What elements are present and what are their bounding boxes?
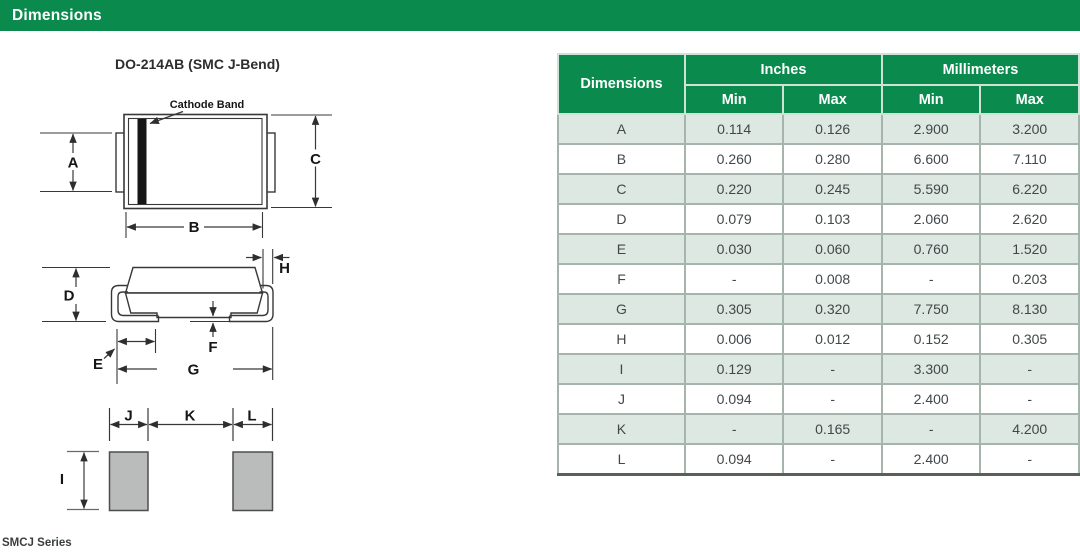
table-row xyxy=(558,204,1079,234)
dim-cell: L xyxy=(558,444,685,474)
in-min-cell: 0.030 xyxy=(685,234,783,264)
in-min-cell: - xyxy=(685,414,783,444)
table-row xyxy=(558,384,1079,414)
dim-label-c: C xyxy=(310,151,321,168)
mm-max-cell: - xyxy=(980,354,1079,384)
in-min-cell: 0.006 xyxy=(685,324,783,354)
mm-min-cell: 3.300 xyxy=(882,354,981,384)
table-row xyxy=(558,144,1079,174)
dim-cell: J xyxy=(558,384,685,414)
mm-max-cell: 6.220 xyxy=(980,174,1079,204)
side-body-top xyxy=(126,268,263,294)
mm-min-cell: 2.400 xyxy=(882,384,981,414)
header-inches-min: Min xyxy=(685,85,783,114)
side-body-lower xyxy=(126,293,263,318)
mm-min-cell: 5.590 xyxy=(882,174,981,204)
dim-label-h: H xyxy=(279,260,290,277)
cathode-band-mark xyxy=(138,119,147,204)
header-millimeters: Millimeters xyxy=(882,54,1079,85)
in-min-cell: 0.220 xyxy=(685,174,783,204)
mm-min-cell: 2.400 xyxy=(882,444,981,474)
dim-label-l: L xyxy=(247,407,257,425)
in-min-cell: - xyxy=(685,264,783,294)
in-max-cell: 0.280 xyxy=(783,144,881,174)
dim-cell: H xyxy=(558,324,685,354)
dimensions-table-container xyxy=(557,53,1080,476)
in-max-cell: 0.165 xyxy=(783,414,881,444)
table-row xyxy=(558,354,1079,384)
mm-min-cell: 7.750 xyxy=(882,294,981,324)
in-min-cell: 0.094 xyxy=(685,444,783,474)
dim-cell: D xyxy=(558,204,685,234)
dim-label-k: K xyxy=(184,407,196,425)
dim-label-g: G xyxy=(187,361,200,379)
table-row xyxy=(558,114,1079,144)
top-view-group xyxy=(40,112,332,239)
dim-label-i: I xyxy=(59,471,65,488)
cathode-band-label: Cathode Band xyxy=(169,99,245,111)
mm-max-cell: 4.200 xyxy=(980,414,1079,444)
in-max-cell: 0.245 xyxy=(783,174,881,204)
right-pad xyxy=(233,452,273,511)
table-row xyxy=(558,324,1079,354)
mm-min-cell: 6.600 xyxy=(882,144,981,174)
dim-label-j: J xyxy=(124,407,133,425)
figure-title: DO-214AB (SMC J-Bend) xyxy=(115,56,280,72)
in-min-cell: 0.305 xyxy=(685,294,783,324)
dim-cell: B xyxy=(558,144,685,174)
dim-cell: I xyxy=(558,354,685,384)
mm-max-cell: - xyxy=(980,384,1079,414)
table-row xyxy=(558,444,1079,474)
table-row xyxy=(558,234,1079,264)
section-title: Dimensions xyxy=(12,6,102,24)
dim-cell: F xyxy=(558,264,685,294)
in-min-cell: 0.260 xyxy=(685,144,783,174)
mm-min-cell: 2.900 xyxy=(882,114,981,144)
in-min-cell: 0.114 xyxy=(685,114,783,144)
in-max-cell: 0.103 xyxy=(783,204,881,234)
header-inches-max: Max xyxy=(783,85,881,114)
header-mm-min: Min xyxy=(882,85,981,114)
mm-max-cell: 1.520 xyxy=(980,234,1079,264)
land-pattern-group xyxy=(67,408,273,511)
in-max-cell: 0.008 xyxy=(783,264,881,294)
dim-cell: E xyxy=(558,234,685,264)
in-max-cell: 0.012 xyxy=(783,324,881,354)
table-row xyxy=(558,264,1079,294)
in-max-cell: 0.320 xyxy=(783,294,881,324)
in-max-cell: - xyxy=(783,354,881,384)
table-row xyxy=(558,414,1079,444)
dim-label-a: A xyxy=(67,154,79,172)
mm-min-cell: 2.060 xyxy=(882,204,981,234)
in-min-cell: 0.129 xyxy=(685,354,783,384)
series-label: SMCJ Series xyxy=(2,537,72,549)
side-view-group xyxy=(42,249,290,384)
dim-label-e: E xyxy=(92,356,104,373)
dim-cell: A xyxy=(558,114,685,144)
header-inches: Inches xyxy=(685,54,882,85)
mm-min-cell: - xyxy=(882,414,981,444)
in-min-cell: 0.079 xyxy=(685,204,783,234)
mm-max-cell: 8.130 xyxy=(980,294,1079,324)
dimensions-table xyxy=(557,53,1080,476)
mm-max-cell: 0.203 xyxy=(980,264,1079,294)
dim-cell: C xyxy=(558,174,685,204)
mm-max-cell: - xyxy=(980,444,1079,474)
in-max-cell: 0.060 xyxy=(783,234,881,264)
mm-max-cell: 0.305 xyxy=(980,324,1079,354)
mm-min-cell: 0.152 xyxy=(882,324,981,354)
dim-cell: G xyxy=(558,294,685,324)
dim-label-d: D xyxy=(63,287,75,305)
table-row xyxy=(558,174,1079,204)
mm-max-cell: 3.200 xyxy=(980,114,1079,144)
mm-min-cell: 0.760 xyxy=(882,234,981,264)
in-max-cell: - xyxy=(783,444,881,474)
header-dimensions: Dimensions xyxy=(558,54,685,114)
left-pad xyxy=(110,452,149,511)
mm-max-cell: 2.620 xyxy=(980,204,1079,234)
table-row xyxy=(558,294,1079,324)
in-max-cell: - xyxy=(783,384,881,414)
in-max-cell: 0.126 xyxy=(783,114,881,144)
dim-cell: K xyxy=(558,414,685,444)
header-mm-max: Max xyxy=(980,85,1079,114)
mm-max-cell: 7.110 xyxy=(980,144,1079,174)
mm-min-cell: - xyxy=(882,264,981,294)
dim-label-b: B xyxy=(188,219,200,236)
in-min-cell: 0.094 xyxy=(685,384,783,414)
dim-label-f: F xyxy=(208,339,218,356)
